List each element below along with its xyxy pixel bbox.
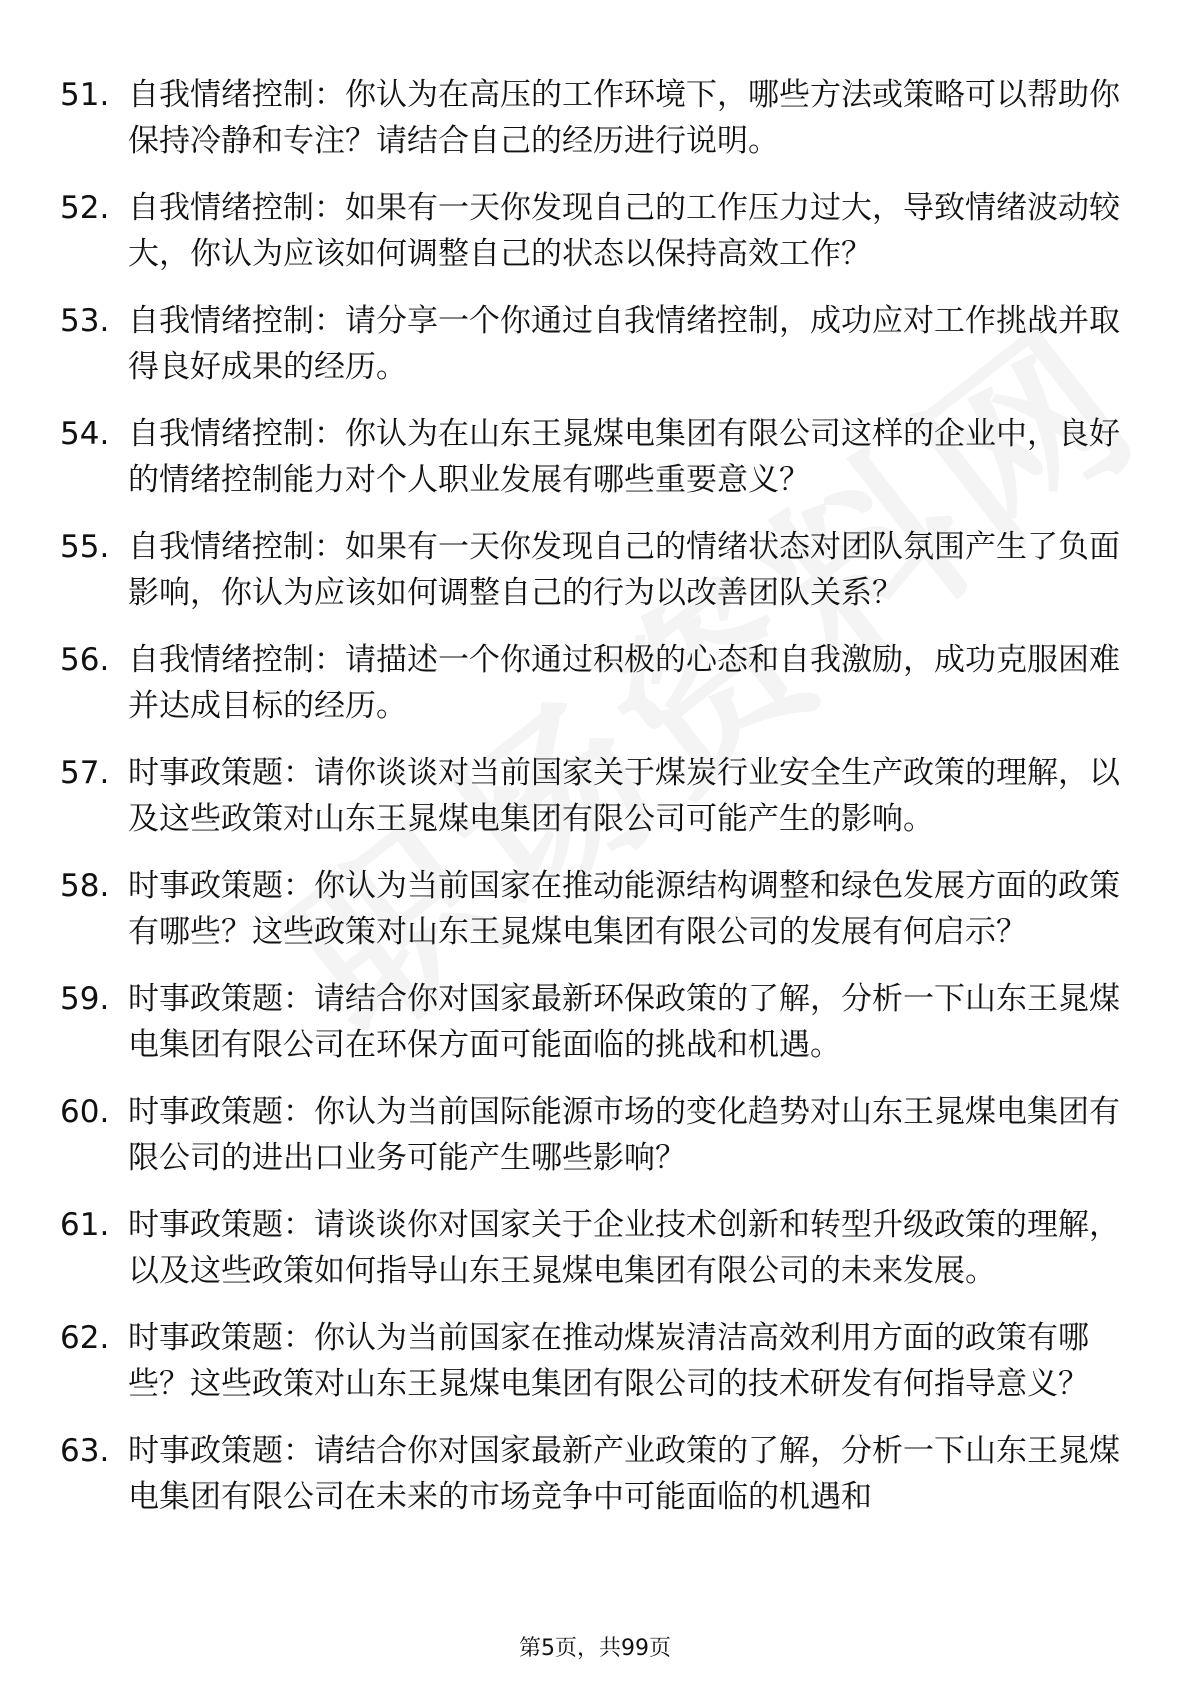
question-text: 时事政策题：请结合你对国家最新产业政策的了解，分析一下山东王晁煤电集团有限公司在未来的市场竞争中可能面临的机遇和 <box>128 1433 1120 1515</box>
question-text: 自我情绪控制：如果有一天你发现自己的工作压力过大，导致情绪波动较大，你认为应该如何调整自己的状态以保持高效工作？ <box>128 190 1120 272</box>
question-number: 51. <box>60 77 110 113</box>
question-item <box>60 976 1120 1068</box>
question-text: 时事政策题：你认为当前国际能源市场的变化趋势对山东王晁煤电集团有限公司的进出口业务可能产生哪些影响？ <box>128 1094 1120 1176</box>
question-text: 自我情绪控制：如果有一天你发现自己的情绪状态对团队氛围产生了负面影响，你认为应该如何调整自己的行为以改善团队关系？ <box>128 529 1120 611</box>
question-number: 55. <box>60 529 110 565</box>
question-item <box>60 1089 1120 1181</box>
question-text: 时事政策题：请你谈谈对当前国家关于煤炭行业安全生产政策的理解，以及这些政策对山东王晁煤电集团有限公司可能产生的影响。 <box>128 755 1120 837</box>
question-number: 56. <box>60 642 110 678</box>
page-number-label: 第5页，共99页 <box>519 1636 671 1661</box>
question-text: 时事政策题：你认为当前国家在推动能源结构调整和绿色发展方面的政策有哪些？这些政策对山东王晁煤电集团有限公司的发展有何启示？ <box>128 868 1120 950</box>
question-item <box>60 863 1120 955</box>
page-footer <box>0 1634 1190 1664</box>
question-text: 时事政策题：请谈谈你对国家关于企业技术创新和转型升级政策的理解，以及这些政策如何指导山东王晁煤电集团有限公司的未来发展。 <box>128 1207 1120 1289</box>
question-number: 52. <box>60 190 110 226</box>
question-item <box>60 411 1120 503</box>
question-text: 自我情绪控制：请分享一个你通过自我情绪控制，成功应对工作挑战并取得良好成果的经历。 <box>128 303 1120 385</box>
question-number: 53. <box>60 303 110 339</box>
question-item <box>60 1315 1120 1407</box>
question-list <box>60 72 1120 1541</box>
question-item <box>60 1202 1120 1294</box>
question-text: 自我情绪控制：你认为在山东王晁煤电集团有限公司这样的企业中，良好的情绪控制能力对个人职业发展有哪些重要意义？ <box>128 416 1120 498</box>
question-text: 自我情绪控制：请描述一个你通过积极的心态和自我激励，成功克服困难并达成目标的经历。 <box>128 642 1120 724</box>
question-number: 61. <box>60 1207 110 1243</box>
question-number: 58. <box>60 868 110 904</box>
question-text: 时事政策题：请结合你对国家最新环保政策的了解，分析一下山东王晁煤电集团有限公司在环保方面可能面临的挑战和机遇。 <box>128 981 1120 1063</box>
question-number: 57. <box>60 755 110 791</box>
question-number: 60. <box>60 1094 110 1130</box>
question-item <box>60 298 1120 390</box>
question-text: 时事政策题：你认为当前国家在推动煤炭清洁高效利用方面的政策有哪些？这些政策对山东王晁煤电集团有限公司的技术研发有何指导意义？ <box>128 1320 1089 1402</box>
question-item <box>60 524 1120 616</box>
question-number: 54. <box>60 416 110 452</box>
question-number: 59. <box>60 981 110 1017</box>
question-text: 自我情绪控制：你认为在高压的工作环境下，哪些方法或策略可以帮助你保持冷静和专注？请结合自己的经历进行说明。 <box>128 77 1120 159</box>
question-item <box>60 1428 1120 1520</box>
question-number: 63. <box>60 1433 110 1469</box>
question-item <box>60 185 1120 277</box>
question-number: 62. <box>60 1320 110 1356</box>
question-item <box>60 637 1120 729</box>
question-item <box>60 72 1120 164</box>
question-item <box>60 750 1120 842</box>
